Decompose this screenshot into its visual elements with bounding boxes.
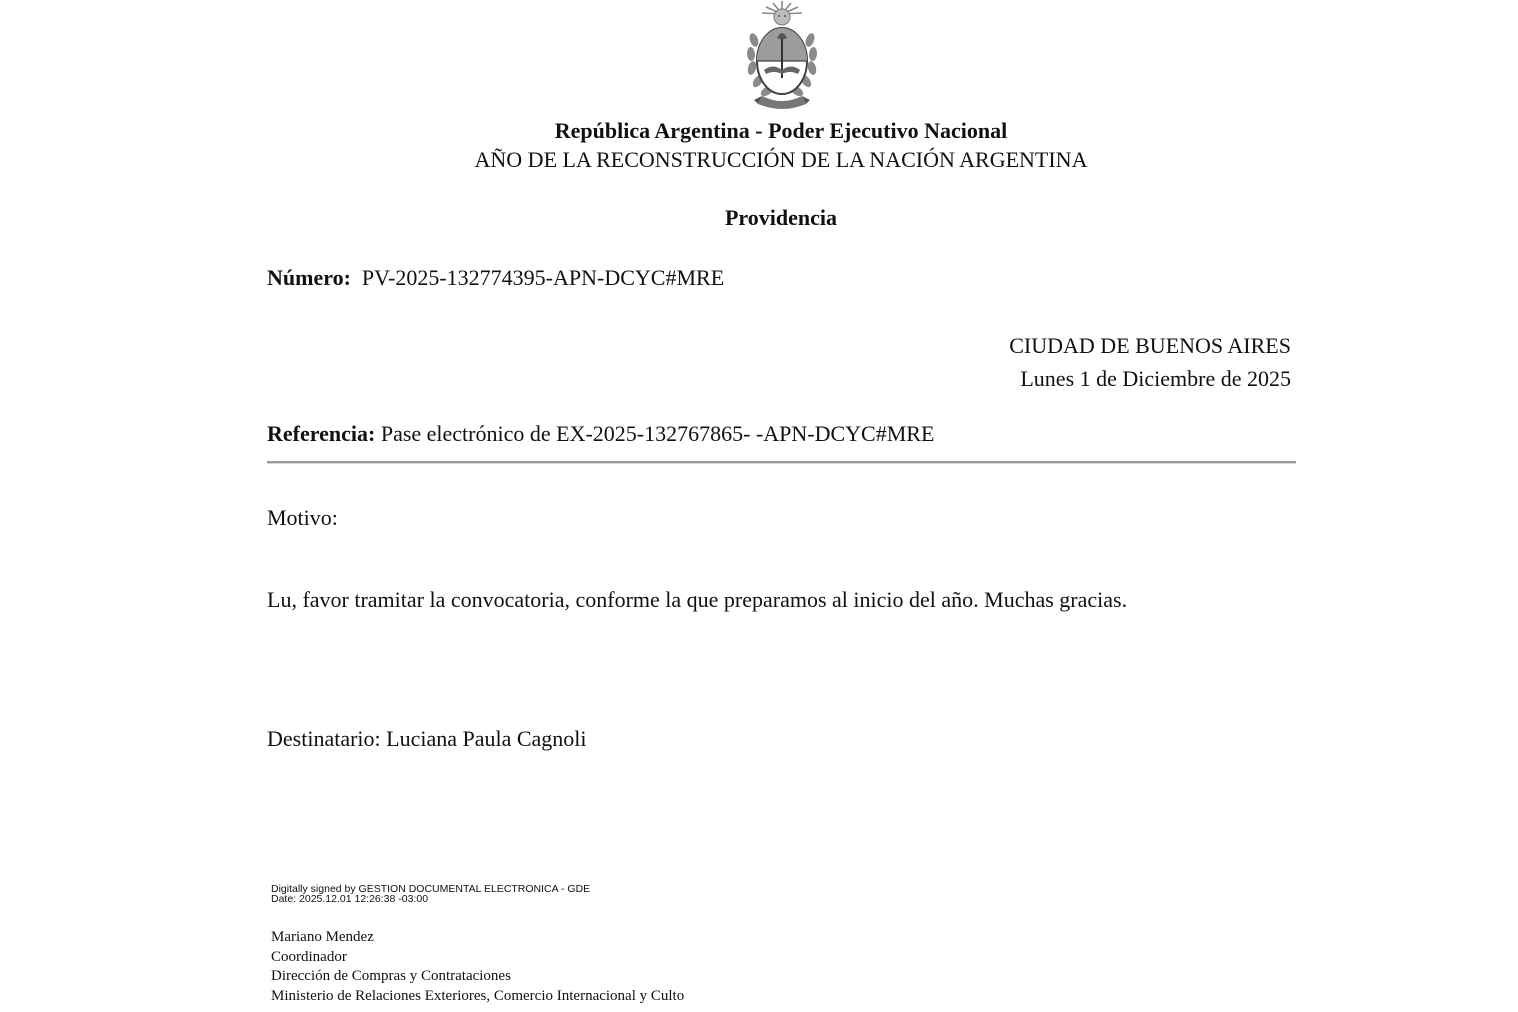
numero-value: PV-2025-132774395-APN-DCYC#MRE — [361, 265, 725, 290]
digital-signature-date: Date: 2025.12.01 12:26:38 -03:00 — [271, 893, 429, 905]
digital-signature-line: Digitally signed by GESTION DOCUMENTAL ELECTRONICA - GDE — [271, 883, 591, 895]
signer-role: Coordinador — [271, 948, 347, 965]
recipient: Destinatario: Luciana Paula Cagnoli — [267, 726, 587, 751]
document-type: Providencia — [724, 205, 838, 230]
signer-office: Dirección de Compras y Contrataciones — [271, 968, 511, 984]
year-motto: AÑO DE LA RECONSTRUCCIÓN DE LA NACIÓN ARGENTINA — [474, 147, 1088, 172]
header-divider — [267, 461, 1296, 463]
referencia-value: Pase electrónico de EX-2025-132767865- -APN-DCYC#MRE — [380, 421, 935, 446]
header-title: República Argentina - Poder Ejecutivo Nacional — [554, 118, 1008, 143]
body-text: Lu, favor tramitar la convocatoria, conforme la que preparamos al inicio del año. Muchas gracias. — [267, 587, 1128, 612]
date: Lunes 1 de Diciembre de 2025 — [1020, 366, 1291, 391]
city: CIUDAD DE BUENOS AIRES — [1009, 333, 1291, 358]
referencia-label: Referencia: — [267, 421, 376, 446]
numero-label: Número: — [267, 265, 351, 290]
place-and-date — [1009, 329, 1291, 395]
signer-block — [271, 928, 684, 1006]
coat-of-arms-icon — [740, 0, 824, 118]
motivo-label: Motivo: — [267, 505, 338, 530]
signer-name: Mariano Mendez — [271, 929, 374, 945]
signer-ministry: Ministerio de Relaciones Exteriores, Comercio Internacional y Culto — [271, 987, 685, 1004]
reference — [267, 421, 934, 447]
digital-signature-stamp — [271, 884, 590, 904]
document-number — [267, 265, 724, 291]
